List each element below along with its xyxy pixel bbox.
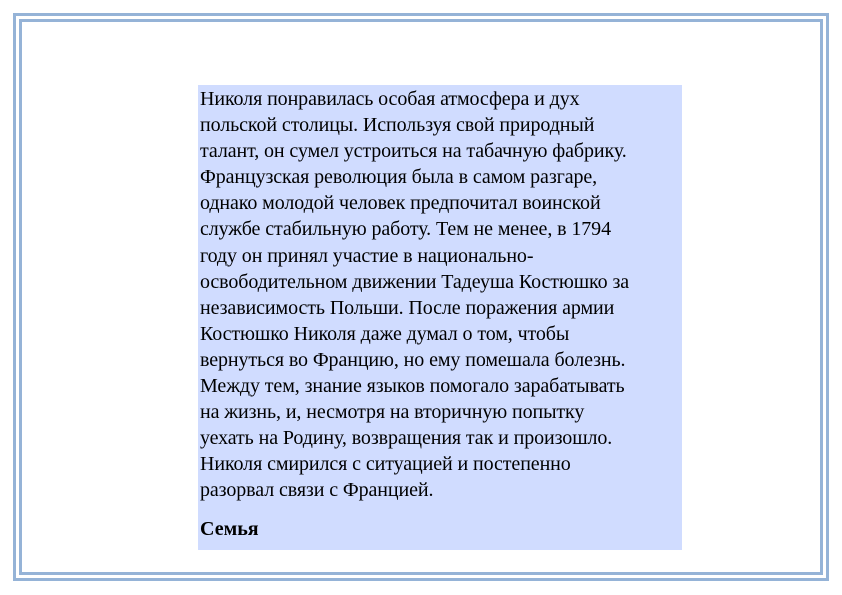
paragraph-line: на жизнь, и, несмотря на вторичную попытку bbox=[200, 401, 585, 424]
section-heading: Семья bbox=[200, 517, 259, 540]
text-box bbox=[198, 85, 682, 550]
paragraph-line: уехать на Родину, возвращения так и произошло. bbox=[200, 427, 613, 450]
body-paragraph bbox=[200, 85, 680, 504]
paragraph-line: Николя понравилась особая атмосфера и дух bbox=[200, 88, 580, 110]
paragraph-line: талант, он сумел устроиться на табачную фабрику. bbox=[200, 140, 627, 163]
paragraph-line: Костюшко Николя даже думал о том, чтобы bbox=[200, 322, 570, 345]
paragraph-line: Николя смирился с ситуацией и постепенно bbox=[200, 453, 571, 476]
paragraph-line: польской столицы. Используя свой природный bbox=[200, 114, 595, 137]
paragraph-line: однако молодой человек предпочитал воинской bbox=[200, 192, 601, 215]
paragraph-line: разорвал связи с Францией. bbox=[200, 479, 434, 502]
paragraph-line: году он принял участие в национально- bbox=[200, 244, 534, 267]
paragraph-line: Французская революция была в самом разгаре, bbox=[200, 166, 598, 189]
paragraph-line: независимость Польши. После поражения армии bbox=[200, 296, 615, 319]
paragraph-line: вернуться во Францию, но ему помешала болезнь. bbox=[200, 348, 626, 371]
paragraph-line: службе стабильную работу. Тем не менее, в 1794 bbox=[200, 218, 611, 241]
paragraph-line: Между тем, знание языков помогало зарабатывать bbox=[200, 375, 625, 398]
paragraph-line: освободительном движении Тадеуша Костюшко за bbox=[200, 270, 630, 293]
